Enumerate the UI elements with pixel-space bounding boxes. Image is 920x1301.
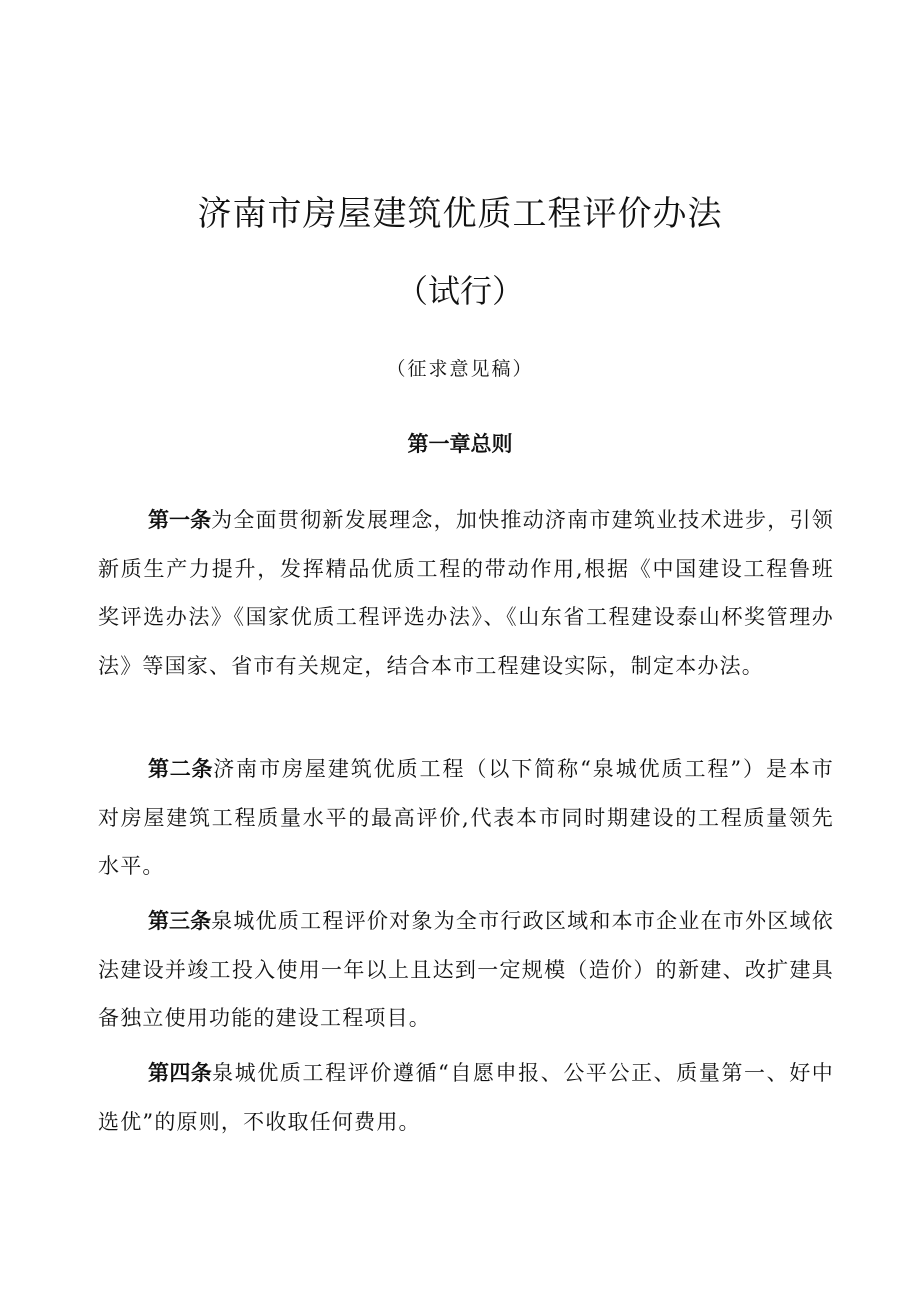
article-1-text: 为全面贯彻新发展理念，加快推动济南市建筑业技术进步，引领新质生产力提升，发挥精品优质工程的带动作用,根据《中国建设工程鲁班奖评选办法》《国家优质工程评选办法》、《山东省工程建设泰山杯奖管理办法》等国家、省市有关规定，结合本市工程建设实际，制定本办法。 [98,508,834,678]
chapter-heading: 第一章总则 [407,432,513,456]
document-title: 济南市房屋建筑优质工程评价办法 [197,194,723,234]
article-1 [98,496,834,690]
article-2 [98,745,834,891]
article-3 [98,897,834,1043]
article-3-label: 第三条 [148,909,212,933]
article-2-text: 济南市房屋建筑优质工程（以下简称“泉城优质工程”）是本市对房屋建筑工程质量水平的最高评价,代表本市同时期建设的工程质量领先水平。 [98,757,835,878]
document-subtitle: （试行） [395,272,524,310]
draft-note: （征求意见稿） [386,358,534,380]
article-4 [98,1049,834,1146]
article-4-label: 第四条 [148,1061,213,1085]
article-4-text: 泉城优质工程评价遵循“自愿申报、公平公正、质量第一、好中选优”的原则，不收取任何费用。 [98,1061,834,1134]
article-3-text: 泉城优质工程评价对象为全市行政区域和本市企业在市外区域依法建设并竣工投入使用一年以上且达到一定规模（造价）的新建、改扩建具备独立使用功能的建设工程项目。 [98,909,834,1030]
article-2-label: 第二条 [148,757,214,781]
article-1-label: 第一条 [148,508,212,532]
